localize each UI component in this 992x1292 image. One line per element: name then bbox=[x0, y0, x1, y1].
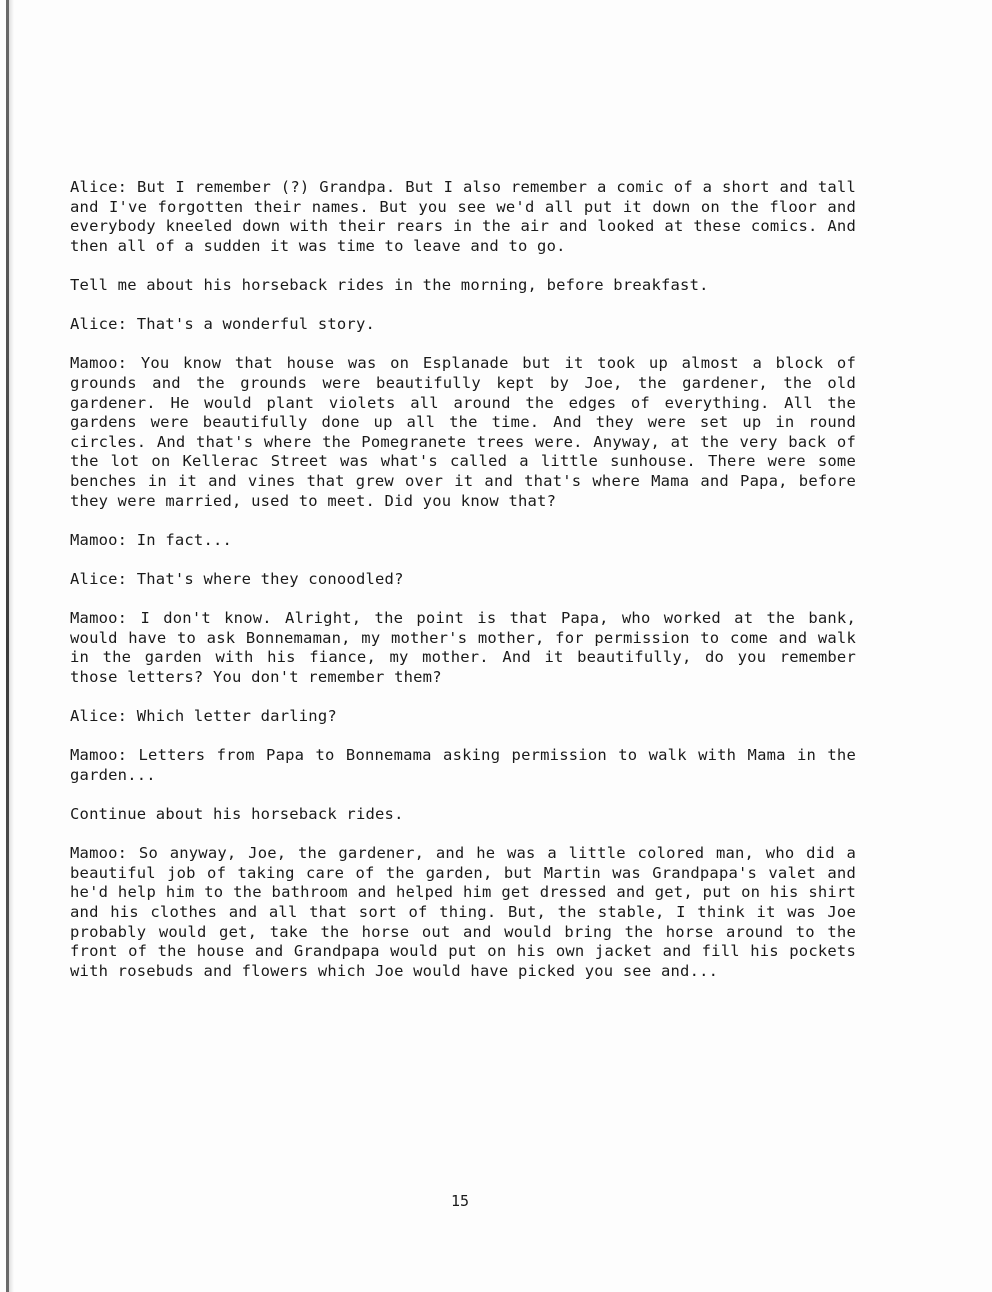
paragraph-prompt-continue: Continue about his horseback rides. bbox=[70, 805, 404, 823]
paragraph-prompt-horseback: Tell me about his horseback rides in the morning, before breakfast. bbox=[70, 275, 709, 294]
paragraph-mamoo-gardener-joe: Mamoo: So anyway, Joe, the gardener, and he was a little colored man, who did a beautiful job of taking care of the garden, but Martin was Grandpapa's valet and he'd help him to the bathroom and helped him get dressed and get, put on his shirt and his clothes and all that sort of thing. But, the stable, I think it was Joe probably would get, take the horse out and would bring the horse around to the front of the house and Grandpapa would put on his own jacket and fill his pockets with rosebuds and flowers which Joe would have picked you see and... bbox=[70, 844, 856, 980]
paragraph-alice-which-letter: Alice: Which letter darling? bbox=[70, 707, 337, 726]
page-number: 15 bbox=[450, 1192, 470, 1210]
paragraph-mamoo-in-fact: Mamoo: In fact... bbox=[70, 530, 233, 549]
paragraph-alice-comics: Alice: But I remember (?) Grandpa. But I also remember a comic of a short and tall and I've forgotten their names. But you see we'd all put it down on the floor and everybody kneeled down with their rears in the air and looked at these comics. And then all of a sudden it was time to leave and to go. bbox=[70, 178, 856, 255]
paragraph-alice-wonderful-story: Alice: That's a wonderful story. bbox=[70, 315, 376, 334]
transcript-body bbox=[70, 178, 856, 1001]
paragraph-alice-conoodled: Alice: That's where they conoodled? bbox=[70, 569, 404, 588]
page-binding-shadow bbox=[9, 0, 14, 1292]
paragraph-mamoo-permission: Mamoo: I don't know. Alright, the point is that Papa, who worked at the bank, would have to ask Bonnemaman, my mother's mother, for permission to come and walk in the garden with his fiance, my mother. And it beautifully, do you remember those letters? You don't remember them? bbox=[70, 609, 856, 686]
paragraph-mamoo-house-esplanade: Mamoo: You know that house was on Esplanade but it took up almost a block of grounds and the grounds were beautifully kept by Joe, the gardener, the old gardener. He would plant violets all around the edges of everything. All the gardens were beautifully done up all the time. And they were set up in round circles. And that's where the Pomegranete trees were. Anyway, at the very back of the lot on Kellerac Street was what's called a little sunhouse. There were some benches in it and vines that grew over it and that's where Mama and Papa, before they were married, used to meet. Did you know that? bbox=[70, 354, 856, 510]
paragraph-mamoo-letters: Mamoo: Letters from Papa to Bonnemama asking permission to walk with Mama in the garden... bbox=[70, 746, 856, 784]
